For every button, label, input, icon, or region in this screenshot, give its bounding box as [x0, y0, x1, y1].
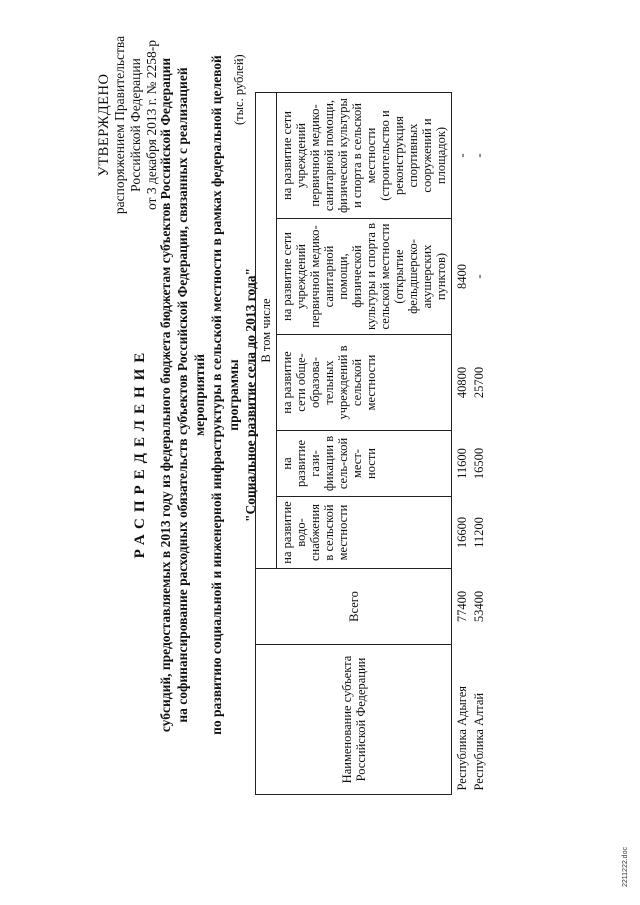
header-water: на развитие водо-снабжения в сельской местности: [277, 497, 452, 569]
row-gas: 11600: [455, 448, 469, 479]
approval-line-2: Российской Федерации: [128, 58, 143, 192]
header-sport: на развитие сети учреждений первичной медико-санитарной помощи, физической культуры и спорта в сельской местности (строительство и реконструкция спортивных сооружений и площадок): [277, 93, 452, 219]
row-medical: -: [472, 274, 486, 279]
approval-stamp: [96, 5, 160, 245]
table-row: [472, 93, 489, 795]
row-schools: 25700: [472, 366, 486, 399]
units-label: (тыс. рублей): [232, 54, 246, 125]
row-medical: 8400: [455, 264, 469, 289]
row-sport: -: [472, 153, 486, 158]
file-name-footer: 2211222.doc: [622, 847, 629, 887]
header-medical: на развитие сети учреждений первичной медико-санитарной помощи, физической культуры и спорта в сельской местности (открытие фельдшерско-акушерских пунктов): [277, 219, 452, 335]
subtitle-line-1: субсидий, предоставляемых в 2013 году из федерального бюджета бюджетам субъектов Российской Федерации: [158, 57, 173, 733]
header-schools: на развитие сети обще-образова-тельных учреждений в сельской местности: [277, 335, 452, 431]
row-water: 11200: [472, 517, 486, 548]
row-sport: -: [455, 153, 469, 158]
subtitle-line-4: "Социальное развитие села до 2013 года": [243, 268, 258, 522]
approval-line-3: от 3 декабря 2013 г. № 2258-р: [144, 39, 159, 211]
document-title: РАСПРЕДЕЛЕНИЕ: [132, 346, 148, 559]
approval-line-1: распоряжением Правительства: [112, 35, 127, 215]
subsidy-table: [255, 92, 489, 795]
row-water: 16600: [455, 516, 469, 549]
document-subtitle: [157, 55, 259, 735]
header-total: Всего: [256, 569, 452, 645]
header-subject: Наименование субъекта Российской Федерации: [256, 645, 452, 795]
approval-title: УТВЕРЖДЕНО: [96, 73, 112, 177]
row-subject-name: Республика Адыгея: [455, 685, 469, 791]
row-subject-name: Республика Алтай: [472, 692, 486, 791]
row-total: 77400: [455, 590, 469, 623]
row-total: 53400: [472, 590, 486, 623]
header-gas: на развитие гази-фикации в сель-ской мест-ности: [277, 431, 452, 497]
subtitle-line-2: на софинансирование расходных обязательств субъектов Российской Федерации, связанных с реализацией мероприятий: [175, 67, 207, 723]
row-schools: 40800: [455, 366, 469, 399]
table-row: [452, 93, 473, 795]
row-gas: 16500: [472, 447, 486, 480]
header-including: В том числе: [256, 93, 277, 569]
subtitle-line-3: по развитию социальной и инженерной инфраструктуры в сельской местности в рамках федеральной целевой программы: [209, 55, 241, 735]
